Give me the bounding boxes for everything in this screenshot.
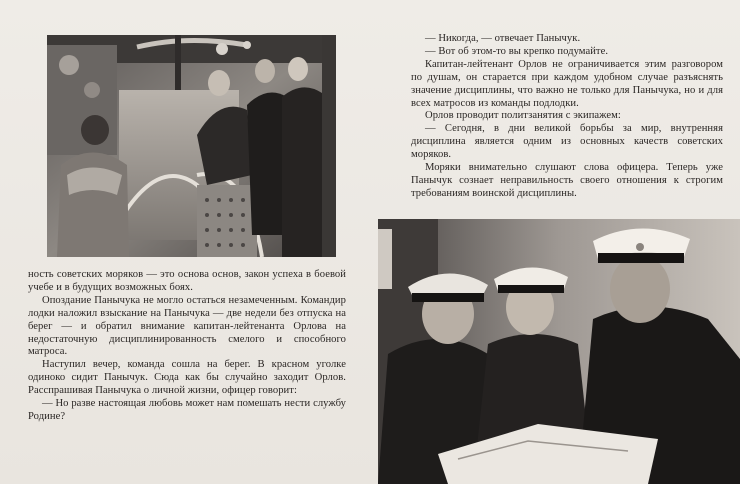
paragraph: Наступил вечер, команда сошла на берег. В красном уголке одиноко сидит Панычук. Сюда как бы случайно заходит Орлов. Расспрашивая Панычука о личной жизни, офицер говорит:: [28, 359, 346, 397]
left-column-text: [28, 269, 346, 424]
submarine-crew-photo: [47, 35, 336, 257]
submarine-crew-illustration: [47, 35, 336, 257]
paragraph: — Вот об этом-то вы крепко подумайте.: [425, 45, 609, 57]
paragraph: — Никогда, — отвечает Панычук.: [425, 33, 581, 44]
paragraph: Моряки внимательно слушают слова офицера. Теперь уже Панычук сознает неправильность своего отношения к строгим требованиям воинской дисциплины.: [411, 162, 723, 199]
paragraph: — Сегодня, в дни великой борьбы за мир, внутренняя дисциплина является одним из основных качеств советских моряков.: [411, 123, 723, 161]
paragraph: — Но разве настоящая любовь может нам помешать нести службу Родине?: [28, 398, 346, 422]
right-column-text: [411, 33, 723, 201]
paragraph: Орлов проводит политзанятия с экипажем:: [425, 110, 621, 122]
paragraph: Капитан-лейтенант Орлов не ограничивается этим разговором по душам, он старается при каждом удобном случае разъяснять значение дисциплины, что важно не только для Панычука, но и для всех матросов из команды подлодки.: [411, 58, 723, 109]
paragraph: ность советских моряков — это основа основ, закон успеха в боевой учебе и в будущих возможных боях.: [28, 269, 346, 293]
officers-illustration: [378, 219, 740, 484]
paragraph: Опоздание Панычука не могло остаться незамеченным. Командир лодки наложил взыскание на Панычука — две недели без отпуска на берег — и обратил внимание капитан-лейтенанта Орлова на недостаточную дисциплинированность смелого и способного матроса.: [28, 294, 346, 358]
officers-photo: [378, 219, 740, 484]
